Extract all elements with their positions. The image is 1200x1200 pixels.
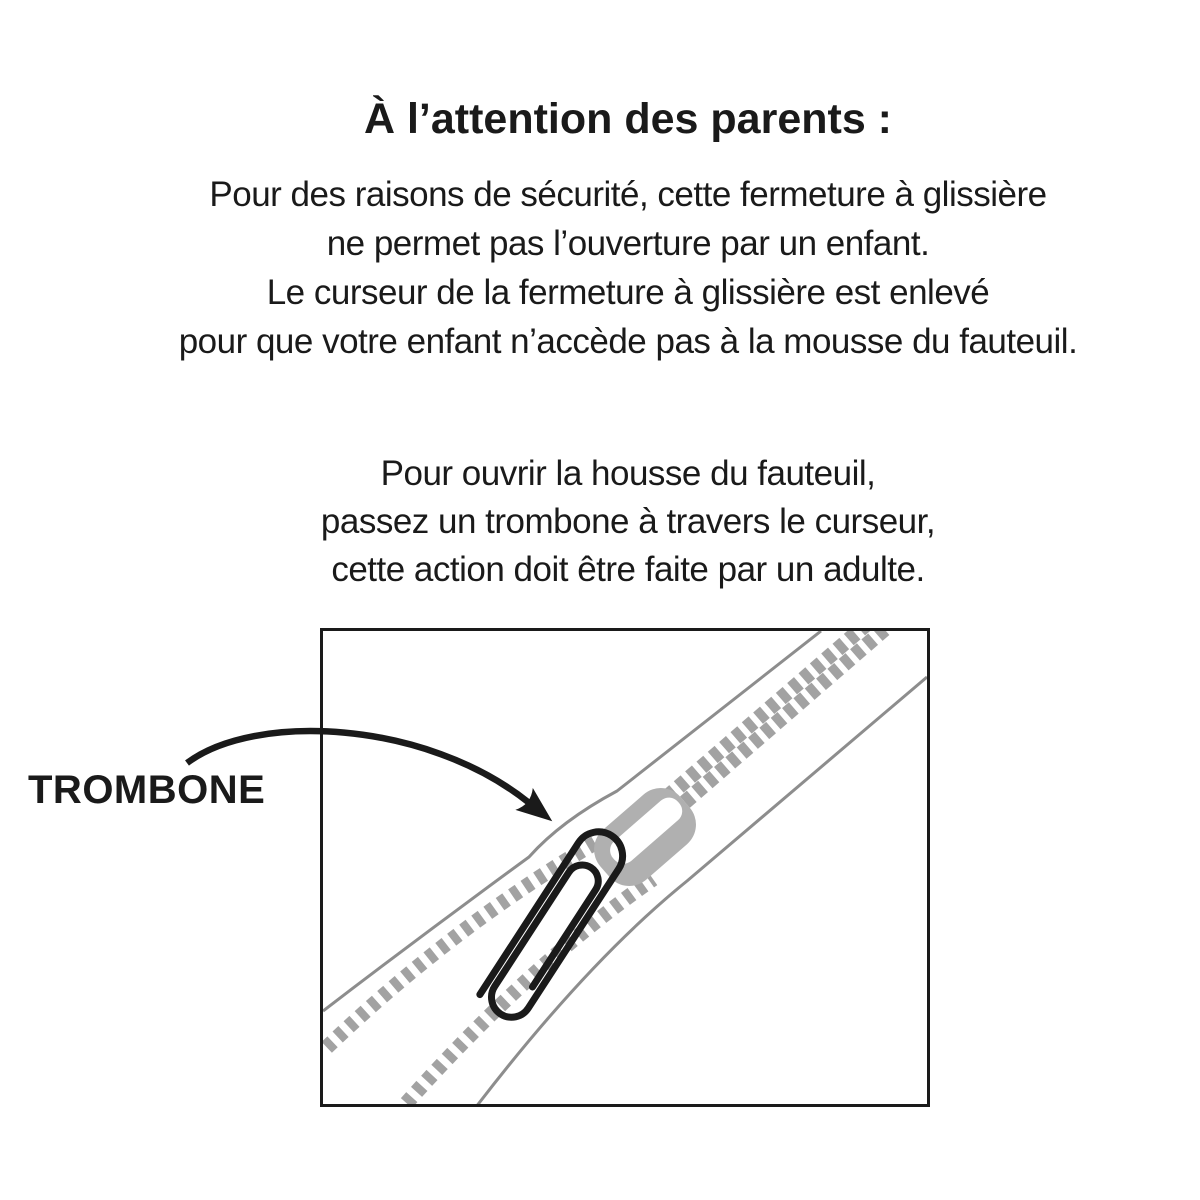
opening-instructions-paragraph	[56, 450, 1200, 594]
tape-edge-upper	[323, 631, 821, 1011]
page-title: À l’attention des parents :	[363, 94, 892, 143]
notice-line: Le curseur de la fermeture à glissière est enlevé	[266, 273, 990, 312]
notice-line: ne permet pas l’ouverture par un enfant.	[326, 224, 930, 263]
safety-notice-paragraph	[56, 170, 1200, 366]
notice-line: pour que votre enfant n’accède pas à la mousse du fauteuil.	[178, 322, 1078, 361]
trombone-label: TROMBONE	[28, 768, 266, 812]
zipper-diagram-box	[320, 628, 930, 1107]
instruction-line: Pour ouvrir la housse du fauteuil,	[380, 454, 876, 493]
zipper-teeth-open-right	[403, 879, 653, 1104]
notice-line: Pour des raisons de sécurité, cette fermeture à glissière	[209, 175, 1047, 214]
zipper-illustration	[323, 631, 927, 1104]
instruction-line: cette action doit être faite par un adulte.	[331, 550, 925, 589]
instruction-line: passez un trombone à travers le curseur,	[320, 502, 936, 541]
